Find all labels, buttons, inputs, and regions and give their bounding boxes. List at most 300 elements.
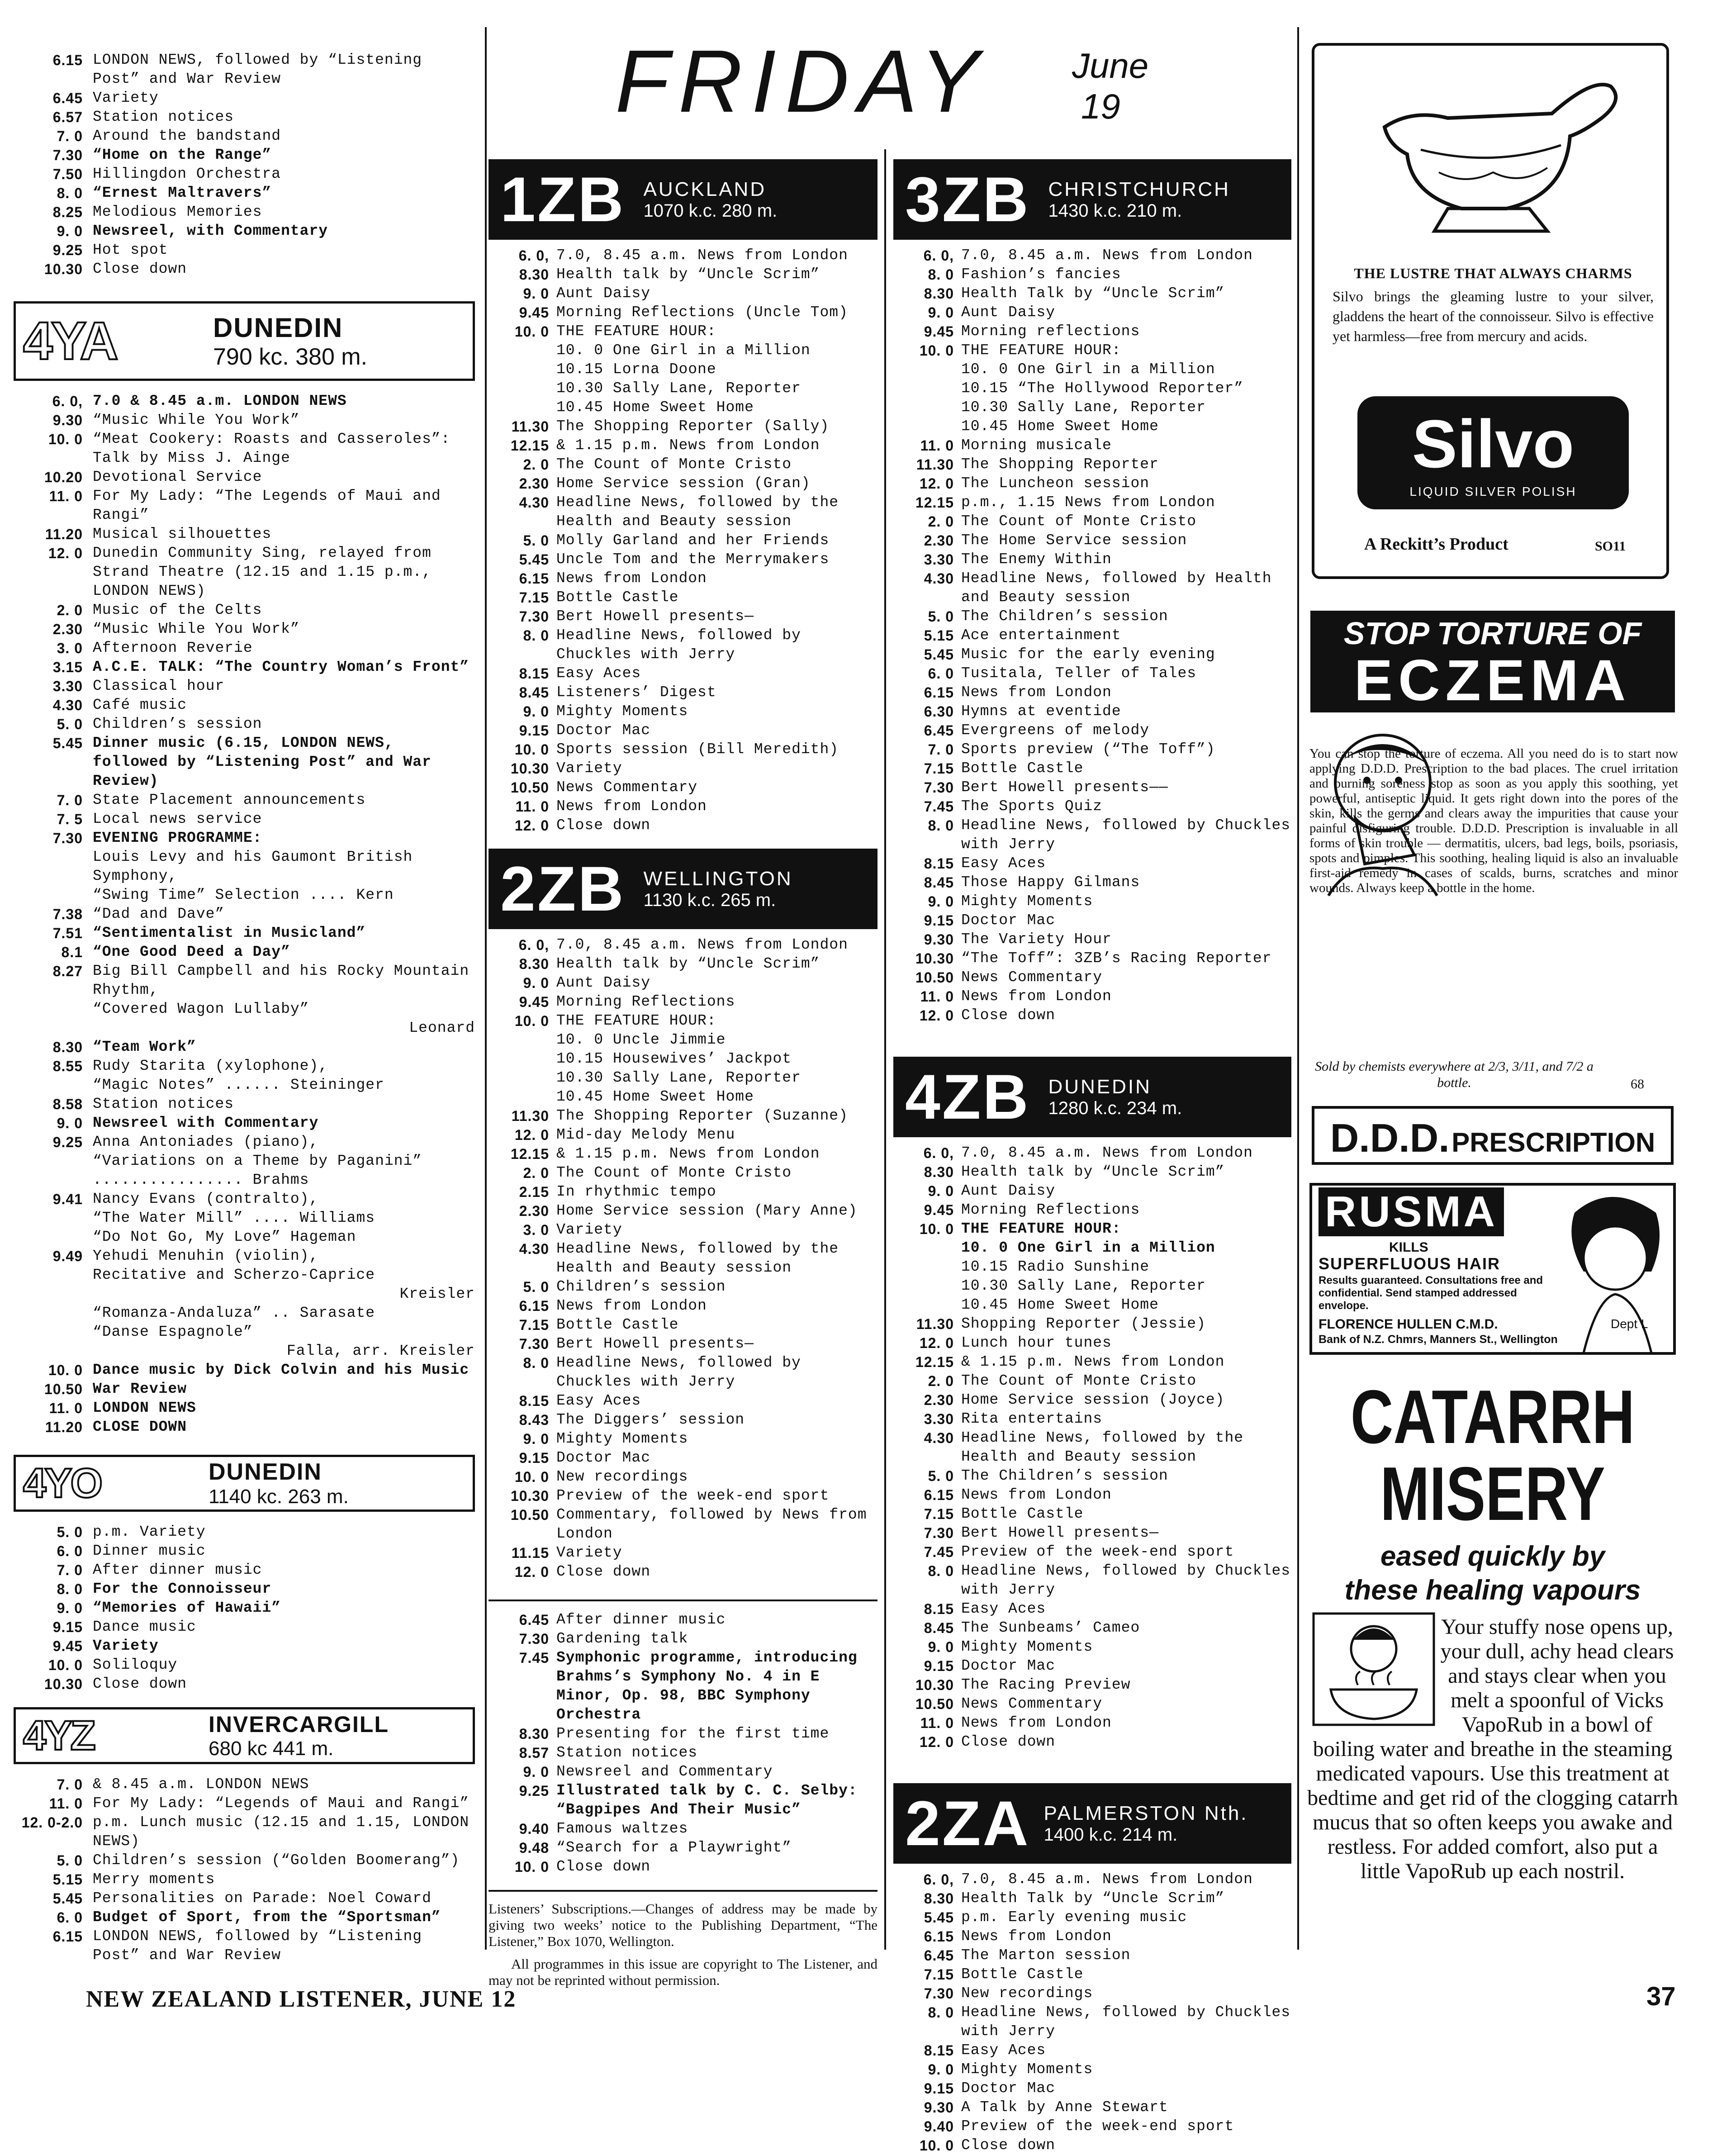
program-row: [893, 1543, 1291, 1562]
program-time: 5. 0: [523, 1279, 549, 1295]
program-title: Mid-day Melody Menu: [556, 1126, 735, 1143]
program-row: [893, 816, 1291, 854]
program-title: The Children’s session: [961, 1467, 1168, 1484]
program-title: For the Connoisseur: [93, 1581, 272, 1597]
program-time: 12.15: [510, 1146, 549, 1162]
program-time: 6.15: [519, 1298, 549, 1314]
program-row: [489, 1353, 877, 1391]
program-title: 10.15 Radio Sunshine: [961, 1258, 1150, 1275]
program-time: 12. 0: [48, 545, 83, 561]
program-row: [893, 1163, 1291, 1182]
program-time: 7.45: [519, 1650, 549, 1666]
program-row: [489, 569, 877, 588]
program-title: “Variations on a Theme by Paganini” ................ Brahms: [93, 1153, 422, 1188]
program-row: [489, 759, 877, 778]
program-row: [14, 203, 475, 222]
program-time: 9. 0: [523, 975, 549, 991]
program-row: [489, 1201, 877, 1220]
program-time: 12. 0: [514, 1564, 549, 1580]
station-logo: 3ZB: [905, 164, 1030, 235]
program-title: Personalities on Parade: Noel Coward: [93, 1890, 432, 1907]
program-row: [489, 816, 877, 835]
program-title: The Count of Monte Cristo: [961, 513, 1197, 530]
program-time: 7.50: [52, 166, 83, 182]
program-time: 2. 0: [523, 1165, 549, 1181]
program-title: Doctor Mac: [961, 912, 1056, 929]
program-row: [14, 165, 475, 184]
program-row: [893, 360, 1291, 379]
program-time: 8.15: [924, 1601, 954, 1617]
vicks-ad: [1307, 1374, 1678, 1934]
program-row: [893, 702, 1291, 721]
program-time: 7.30: [519, 1336, 549, 1352]
program-row: [489, 1068, 877, 1087]
page-header: [615, 32, 1194, 131]
program-title: “Team Work”: [93, 1039, 196, 1055]
program-time: [489, 1049, 556, 1068]
program-row: [14, 1114, 475, 1133]
silvo-body: Silvo brings the gleaming lustre to your silver, gladdens the heart of the connoisseur. Silvo is effective yet harmless—free from mercury and acids.: [1333, 288, 1654, 344]
program-row: [489, 1486, 877, 1505]
program-title: Symphonic programme, introducing Brahms’s Symphony No. 4 in E Minor, Op. 98, BBC Symphony Orchestra: [556, 1649, 858, 1723]
program-time: 10. 0: [919, 1221, 954, 1237]
program-row: [14, 1675, 475, 1694]
program-title: The Shopping Reporter (Sally): [556, 418, 830, 435]
program-row: [489, 1724, 877, 1743]
program-title: War Review: [93, 1381, 187, 1397]
program-time: 6.15: [924, 1928, 954, 1945]
program-time: [14, 1209, 93, 1228]
program-time: 7.38: [52, 906, 83, 922]
program-title: p.m. Lunch music (12.15 and 1.15, LONDON NEWS): [93, 1814, 470, 1850]
vicks-headline-4: these healing vapours: [1344, 1575, 1641, 1606]
program-title: The Luncheon session: [961, 475, 1150, 492]
program-row: [893, 607, 1291, 626]
station-logo: 1ZB: [500, 164, 626, 235]
program-title: Close down: [93, 1676, 187, 1692]
program-title: Those Happy Gilmans: [961, 874, 1140, 891]
program-title: Mighty Moments: [556, 1430, 688, 1447]
program-time: 7.30: [924, 779, 954, 796]
program-time: 6.57: [52, 109, 83, 125]
program-row: [489, 1562, 877, 1581]
program-time: 12. 0: [919, 1734, 954, 1750]
program-title: Hot spot: [93, 242, 168, 258]
program-time: 9.25: [52, 1134, 83, 1150]
vicks-headline-1: CATARRH: [1350, 1374, 1635, 1459]
station-1zb: [489, 159, 877, 240]
program-title: Newsreel and Commentary: [556, 1763, 773, 1780]
station-frequency: 1400 k.c. 214 m.: [1043, 1824, 1178, 1845]
program-row: [893, 2117, 1291, 2136]
program-time: 5.15: [924, 627, 954, 644]
program-row: [14, 525, 475, 544]
footer-title: NEW ZEALAND LISTENER, JUNE 12: [86, 1986, 517, 2012]
program-row: [14, 696, 475, 715]
program-title: Aunt Daisy: [556, 285, 651, 302]
program-time: 11. 0: [49, 488, 83, 504]
program-title: “The Water Mill” .... Williams: [93, 1210, 375, 1226]
program-list: [489, 1610, 877, 1876]
program-title: After dinner music: [93, 1562, 262, 1578]
program-time: 6. 0: [57, 1543, 83, 1559]
program-row: [893, 1965, 1291, 1984]
program-row: [14, 924, 475, 943]
program-time: 6.30: [924, 703, 954, 720]
program-title: Dance music: [93, 1619, 196, 1635]
program-title: A.C.E. TALK: “The Country Woman’s Front”: [93, 659, 470, 675]
program-time: [893, 379, 961, 398]
program-time: 10.20: [44, 469, 83, 485]
program-row: [14, 1380, 475, 1399]
program-row: [893, 740, 1291, 759]
program-row: [893, 341, 1291, 360]
program-time: 6.15: [924, 1487, 954, 1503]
program-title: “Romanza-Andaluza” .. Sarasate: [93, 1305, 375, 1321]
program-title: 10.30 Sally Lane, Reporter: [961, 1277, 1206, 1294]
program-time: 5. 0: [928, 608, 954, 625]
program-time: 11. 0: [49, 1795, 83, 1812]
program-title: “Dad and Dave”: [93, 906, 225, 922]
program-title: & 1.15 p.m. News from London: [556, 1145, 820, 1162]
program-row: [489, 531, 877, 550]
program-list: [14, 51, 475, 279]
program-title: 7.0, 8.45 a.m. News from London: [961, 1144, 1253, 1161]
program-time: 9.15: [924, 2080, 954, 2097]
program-time: 10.50: [510, 779, 549, 796]
station-city: PALMERSTON Nth.: [1043, 1802, 1248, 1824]
program-row: [893, 1714, 1291, 1733]
program-row: [893, 759, 1291, 778]
program-row: [893, 322, 1291, 341]
station-logo: 4ZB: [905, 1061, 1030, 1132]
program-row: [489, 664, 877, 683]
program-time: 6.45: [52, 90, 83, 106]
program-time: 4.30: [924, 1430, 954, 1446]
program-time: 7.30: [924, 1525, 954, 1541]
program-title: “Danse Espagnole” Falla, arr. Kreisler: [93, 1323, 475, 1361]
program-title: Aunt Daisy: [556, 974, 651, 991]
program-list: [14, 392, 475, 1437]
program-time: 10.50: [915, 969, 954, 986]
column-rule-left: [485, 27, 487, 1950]
program-row: [893, 1410, 1291, 1429]
program-title: 10.45 Home Sweet Home: [961, 418, 1159, 435]
subscription-note: Listeners’ Subscriptions.—Changes of address may be made by giving two weeks’ notice to the Publishing Department, “The Listener,” Box 1070, Wellington.: [489, 1901, 877, 1949]
program-title: Doctor Mac: [556, 722, 651, 739]
program-time: 9.30: [924, 931, 954, 948]
program-time: 9. 0: [523, 1764, 549, 1780]
program-title: Yehudi Menuhin (violin),: [93, 1248, 319, 1264]
program-time: 6.45: [924, 1947, 954, 1964]
program-title: LONDON NEWS, followed by “Listening Post” and War Review: [93, 1928, 422, 1964]
program-row: [14, 1095, 475, 1114]
program-row: [14, 544, 475, 601]
program-row: [14, 487, 475, 525]
program-time: 5. 0: [523, 532, 549, 549]
program-time: 9. 0: [928, 1639, 954, 1655]
program-time: 8.45: [924, 874, 954, 891]
program-title: THE FEATURE HOUR:: [961, 1220, 1121, 1237]
program-time: 9.25: [519, 1783, 549, 1799]
program-time: 7. 0: [57, 792, 83, 808]
program-title: 7.0, 8.45 a.m. News from London: [556, 936, 848, 953]
program-title: Commentary, followed by News from London: [556, 1506, 867, 1542]
program-time: 7. 5: [57, 811, 83, 827]
program-time: 12. 0: [919, 1007, 954, 1024]
program-row: [893, 626, 1291, 645]
program-row: [893, 1391, 1291, 1410]
program-title: 10.45 Home Sweet Home: [556, 1088, 754, 1105]
program-title: The Shopping Reporter (Suzanne): [556, 1107, 848, 1124]
program-title: Afternoon Reverie: [93, 640, 253, 656]
program-row: [489, 1220, 877, 1239]
program-time: 8. 0: [928, 266, 954, 283]
program-row: [489, 1334, 877, 1353]
program-title: Hymns at eventide: [961, 703, 1121, 720]
program-time: 6. 0,: [923, 1145, 954, 1161]
program-row: [489, 550, 877, 569]
program-time: 10. 0: [48, 1362, 83, 1378]
program-row: [893, 1638, 1291, 1657]
program-row: [489, 265, 877, 284]
program-title: Classical hour: [93, 678, 225, 694]
program-row: [893, 2041, 1291, 2060]
program-row: [489, 1391, 877, 1410]
program-row: [489, 493, 877, 531]
program-composer: Falla, arr. Kreisler: [286, 1343, 475, 1359]
program-time: 5.45: [52, 1890, 83, 1907]
program-title: Lunch hour tunes: [961, 1334, 1112, 1351]
station-4zb: [893, 1057, 1291, 1137]
station-frequency: 1130 k.c. 265 m.: [643, 890, 776, 910]
program-time: [489, 1087, 556, 1106]
program-time: 6. 0,: [52, 393, 83, 409]
program-row: [489, 1505, 877, 1543]
program-title: The Sunbeams’ Cameo: [961, 1619, 1140, 1636]
program-title: The Count of Monte Cristo: [556, 456, 792, 473]
program-row: [489, 1315, 877, 1334]
program-title: The Diggers’ session: [556, 1411, 745, 1428]
program-title: Café music: [93, 697, 187, 713]
program-time: 9.15: [52, 1619, 83, 1635]
program-title: News from London: [556, 798, 707, 815]
program-time: 11. 0: [515, 798, 549, 815]
program-row: [893, 1334, 1291, 1353]
program-title: Variety: [93, 1638, 159, 1654]
program-title: Aunt Daisy: [961, 304, 1056, 321]
program-time: 10.30: [915, 1677, 954, 1693]
program-title: p.m., 1.15 News from London: [961, 494, 1215, 511]
program-row: [14, 848, 475, 886]
program-row: [14, 468, 475, 487]
program-composer: Kreisler: [399, 1286, 475, 1302]
station-city: INVERCARGILL: [209, 1712, 389, 1737]
program-row: [14, 1889, 475, 1908]
program-row: [489, 1125, 877, 1144]
program-title: & 1.15 p.m. News from London: [556, 437, 820, 454]
program-time: 8. 0: [57, 185, 83, 201]
rusma-superfluous: SUPERFLUOUS HAIR: [1319, 1254, 1501, 1273]
program-time: 2. 0: [57, 602, 83, 618]
program-title: 10. 0 One Girl in a Million: [556, 342, 811, 359]
program-row: [14, 430, 475, 468]
program-time: 7.30: [519, 608, 549, 625]
program-title: 10.30 Sally Lane, Reporter: [556, 1069, 801, 1086]
program-title: State Placement announcements: [93, 792, 366, 808]
program-time: 6.15: [52, 52, 83, 68]
program-title: Headline News, followed by Chuckles with Jerry: [556, 1354, 801, 1390]
program-title: “Do Not Go, My Love” Hageman: [93, 1229, 356, 1245]
program-row: [893, 873, 1291, 892]
program-time: 8.30: [924, 285, 954, 302]
station-logo: 4YA: [23, 311, 117, 371]
program-time: 2.30: [924, 1392, 954, 1408]
program-time: 6. 0: [57, 1909, 83, 1926]
program-row: [893, 284, 1291, 303]
program-title: Bottle Castle: [961, 1966, 1084, 1983]
program-time: [14, 1076, 93, 1095]
program-row: [893, 474, 1291, 493]
program-title: “Music While You Work”: [93, 621, 300, 637]
program-title: Bottle Castle: [556, 589, 679, 606]
program-row: [893, 1296, 1291, 1315]
ddd-brand: [1312, 1115, 1674, 1161]
program-time: 8. 0: [928, 2004, 954, 2021]
station-logo: 2ZA: [905, 1788, 1030, 1859]
program-row: [489, 588, 877, 607]
program-row: [14, 677, 475, 696]
program-title: CLOSE DOWN: [93, 1419, 187, 1435]
program-row: [489, 1448, 877, 1467]
program-time: 8.15: [519, 665, 549, 682]
program-time: 11.15: [511, 1545, 549, 1561]
program-title: Preview of the week-end sport: [961, 1543, 1234, 1560]
program-row: [14, 1038, 475, 1057]
program-title: A Talk by Anne Stewart: [961, 2099, 1168, 2116]
program-title: Preview of the week-end sport: [961, 2118, 1234, 2135]
program-time: 6.15: [924, 684, 954, 701]
program-time: 11. 0: [920, 988, 954, 1005]
program-row: [489, 1838, 877, 1857]
program-title: “Sentimentalist in Musicland”: [93, 925, 366, 941]
program-time: 9. 0: [928, 304, 954, 321]
program-title: Home Service session (Gran): [556, 475, 811, 492]
program-time: [893, 1277, 961, 1296]
program-time: [14, 886, 93, 905]
right-column: [893, 149, 1291, 2155]
program-row: [489, 683, 877, 702]
program-title: & 8.45 a.m. LONDON NEWS: [93, 1776, 309, 1793]
program-time: 10. 0: [48, 1657, 83, 1673]
program-row: [893, 417, 1291, 436]
program-time: [893, 398, 961, 417]
program-title: Dance music by Dick Colvin and his Music: [93, 1362, 470, 1378]
program-time: 9.49: [52, 1248, 83, 1264]
left-column: [14, 51, 475, 1965]
program-row: [14, 601, 475, 620]
program-title: After dinner music: [556, 1611, 726, 1628]
ddd-body: You can stop the torture of eczema. All you need do is to start now applying D.D.D. Prescription to the bad places. The cruel irritation and burning soreness stop as soon as you apply this soothing, yet powerful, antiseptic liquid. It gets right down into the pores of the skin, kills the germs and clears away the impurities that cause your painful disfiguring trouble. D.D.D. Prescription is invaluable in all forms of skin trouble — dermatitis, ulcers, bad legs, boils, psoriasis, spots and pimples. This soothing, healing liquid is also an invaluable first-aid remedy in cases of scalds, burns, scratches and minor wounds. Always keep a bottle in the home.: [1309, 746, 1678, 895]
program-title: 7.0, 8.45 a.m. News from London: [961, 1871, 1253, 1888]
rusma-contact: FLORENCE HULLEN C.M.D.: [1319, 1317, 1498, 1332]
program-row: [893, 1505, 1291, 1524]
program-title: The Variety Hour: [961, 931, 1112, 948]
program-time: 11.20: [45, 526, 83, 542]
program-time: 7. 0: [57, 1776, 83, 1793]
program-title: THE FEATURE HOUR:: [961, 342, 1121, 359]
program-time: 8.57: [519, 1745, 549, 1761]
program-time: 11. 0: [49, 1400, 83, 1416]
program-row: [893, 1733, 1291, 1752]
program-title: News from London: [961, 988, 1112, 1005]
program-title: News from London: [556, 1297, 707, 1314]
program-time: 10.50: [44, 1381, 83, 1397]
program-time: 10.50: [510, 1507, 549, 1523]
program-title: 10.15 Lorna Doone: [556, 361, 716, 378]
program-row: [14, 222, 475, 241]
program-time: 2.15: [519, 1184, 549, 1200]
program-time: [489, 1030, 556, 1049]
program-title: Health talk by “Uncle Scrim”: [556, 955, 820, 972]
program-title: Doctor Mac: [961, 1657, 1056, 1674]
program-time: 12. 0: [514, 1127, 549, 1143]
station-frequency: 790 kc. 380 m.: [213, 343, 368, 370]
program-time: 5.45: [924, 646, 954, 663]
program-time: [489, 360, 556, 379]
program-row: [489, 1467, 877, 1486]
program-title: Mighty Moments: [961, 893, 1093, 910]
program-row: [14, 715, 475, 734]
program-row: [489, 1239, 877, 1277]
program-time: 3.30: [924, 1411, 954, 1427]
rusma-details: Results guaranteed. Consultations free and confidential. Send stamped addressed envelope.: [1319, 1274, 1543, 1312]
program-time: 9.45: [924, 1202, 954, 1218]
program-row: [489, 1144, 877, 1163]
program-time: 11.30: [916, 456, 954, 473]
program-title: Children’s session: [556, 1278, 726, 1295]
program-row: [14, 1304, 475, 1323]
program-time: 11. 0: [920, 437, 954, 454]
program-row: [489, 721, 877, 740]
program-row: [14, 1361, 475, 1380]
program-title: “Magic Notes” ...... Steininger: [93, 1077, 384, 1093]
program-row: [489, 1610, 877, 1629]
program-time: [14, 1304, 93, 1323]
program-title: Bert Howell presents—: [556, 1335, 754, 1352]
program-row: [14, 829, 475, 848]
program-title: Preview of the week-end sport: [556, 1487, 830, 1504]
program-time: [489, 1068, 556, 1087]
program-title: Home Service session (Mary Anne): [556, 1202, 858, 1219]
program-row: [489, 1011, 877, 1030]
program-list: [14, 1775, 475, 1965]
program-time: 4.30: [924, 570, 954, 587]
silvo-maker: A Reckitt’s Product: [1364, 535, 1508, 554]
program-title: Rudy Starita (xylophone),: [93, 1058, 328, 1074]
section-rule: [489, 1600, 877, 1601]
program-row: [489, 797, 877, 816]
program-time: 8.1: [61, 944, 83, 960]
program-title: “One Good Deed a Day”: [93, 944, 290, 960]
program-time: 8.45: [924, 1620, 954, 1636]
program-time: 4.30: [519, 494, 549, 511]
program-title: Sports preview (“The Toff”): [961, 741, 1215, 758]
page-number: 37: [1646, 1982, 1676, 2011]
program-row: [893, 1908, 1291, 1927]
program-title: “Covered Wagon Lullaby” Leonard: [93, 1000, 475, 1038]
program-title: Morning musicale: [961, 437, 1112, 454]
